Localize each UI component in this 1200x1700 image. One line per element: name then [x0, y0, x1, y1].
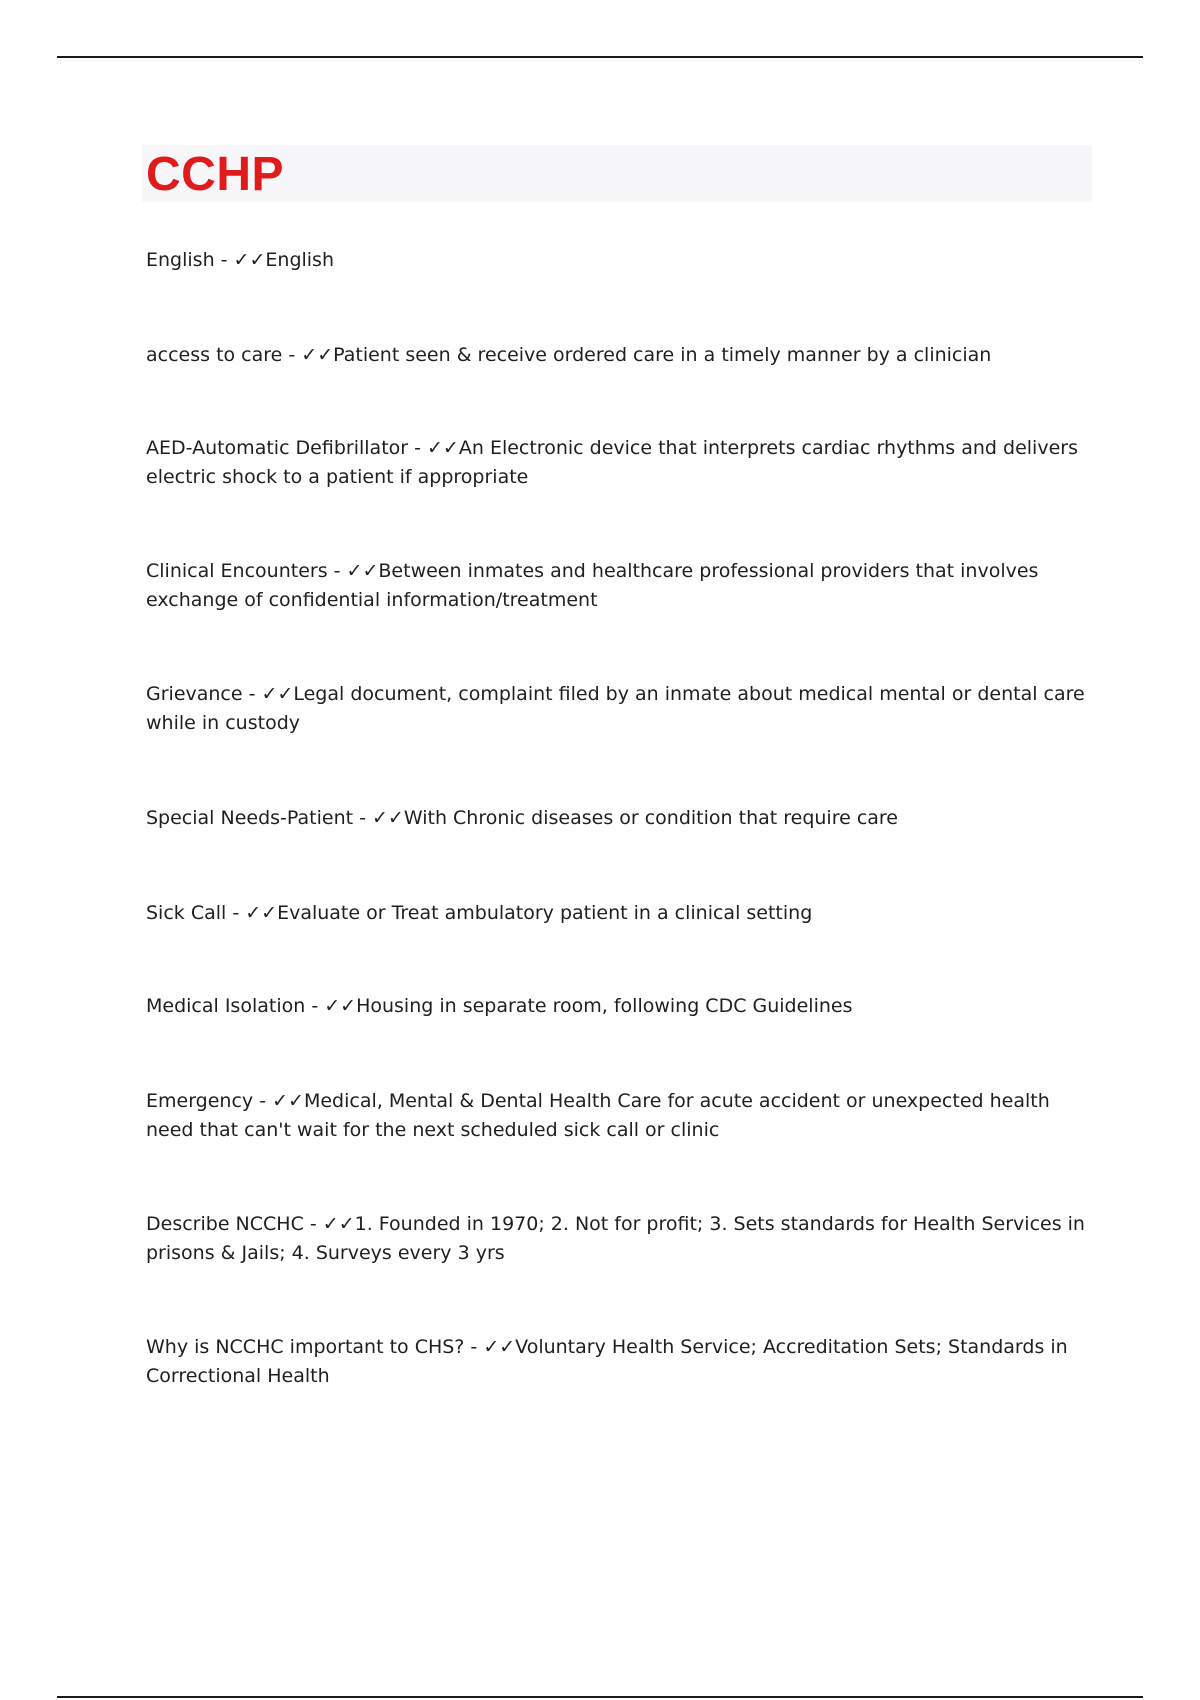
- card-term: Emergency: [146, 1090, 254, 1112]
- card-term: AED-Automatic Defibrillator: [146, 437, 409, 459]
- flashcard: [146, 992, 1086, 1021]
- flashcard: [146, 1087, 1086, 1145]
- card-definition: With Chronic diseases or condition that require care: [403, 807, 899, 829]
- top-rule: [57, 56, 1143, 58]
- card-separator: -: [214, 249, 234, 271]
- check-mark-icon: ✓✓: [483, 1336, 516, 1358]
- flashcard: [146, 1333, 1086, 1391]
- title-band: [142, 145, 1092, 202]
- flashcard: [146, 434, 1086, 492]
- card-separator: -: [353, 807, 372, 829]
- page-title: CCHP: [146, 148, 285, 201]
- check-mark-icon: ✓✓: [346, 560, 379, 582]
- flashcard: [146, 899, 1086, 928]
- check-mark-icon: ✓✓: [301, 344, 334, 366]
- card-definition: An Electronic device that interprets cardiac rhythms and delivers electric shock to a patient if appropriate: [146, 437, 1078, 488]
- card-separator: -: [282, 344, 302, 366]
- card-separator: -: [226, 902, 246, 924]
- card-definition: English: [265, 249, 334, 271]
- card-definition: Evaluate or Treat ambulatory patient in a clinical setting: [277, 902, 813, 924]
- check-mark-icon: ✓✓: [324, 995, 357, 1017]
- check-mark-icon: ✓✓: [322, 1213, 355, 1235]
- check-mark-icon: ✓✓: [427, 437, 459, 459]
- card-definition: Legal document, complaint filed by an inmate about medical mental or dental care while in custody: [146, 683, 1085, 734]
- card-separator: -: [327, 560, 347, 582]
- card-definition: 1. Founded in 1970; 2. Not for profit; 3. Sets standards for Health Services in prisons & Jails; 4. Surveys every 3 yrs: [146, 1213, 1085, 1264]
- card-definition: Between inmates and healthcare professional providers that involves exchange of confidential information/treatment: [146, 560, 1039, 611]
- card-term: Why is NCCHC important to CHS?: [146, 1336, 465, 1358]
- card-separator: -: [464, 1336, 484, 1358]
- flashcard: [146, 246, 1086, 275]
- flashcard: [146, 341, 1086, 370]
- card-separator: -: [408, 437, 428, 459]
- card-separator: -: [305, 995, 325, 1017]
- card-term: English: [146, 249, 215, 271]
- card-separator: -: [242, 683, 262, 705]
- card-definition: Voluntary Health Service; Accreditation Sets; Standards in Correctional Health: [146, 1336, 1068, 1387]
- card-term: access to care: [146, 344, 283, 366]
- card-term: Clinical Encounters: [146, 560, 328, 582]
- check-mark-icon: ✓✓: [272, 1090, 304, 1112]
- check-mark-icon: ✓✓: [245, 902, 278, 924]
- flashcard: [146, 804, 1086, 833]
- card-separator: -: [253, 1090, 273, 1112]
- card-term: Grievance: [146, 683, 243, 705]
- card-definition: Patient seen & receive ordered care in a timely manner by a clinician: [333, 344, 992, 366]
- flashcard: [146, 680, 1086, 738]
- bottom-rule: [57, 1696, 1143, 1698]
- flashcard: [146, 557, 1086, 615]
- card-term: Sick Call: [146, 902, 227, 924]
- check-mark-icon: ✓✓: [261, 683, 294, 705]
- card-term: Special Needs-Patient: [146, 807, 354, 829]
- card-separator: -: [303, 1213, 323, 1235]
- card-definition: Medical, Mental & Dental Health Care for acute accident or unexpected health need that can't wait for the next scheduled sick call or clinic: [146, 1090, 1050, 1141]
- check-mark-icon: ✓✓: [233, 249, 266, 271]
- check-mark-icon: ✓✓: [372, 807, 404, 829]
- card-definition: Housing in separate room, following CDC Guidelines: [356, 995, 853, 1017]
- card-term: Medical Isolation: [146, 995, 306, 1017]
- card-term: Describe NCCHC: [146, 1213, 304, 1235]
- flashcard: [146, 1210, 1086, 1268]
